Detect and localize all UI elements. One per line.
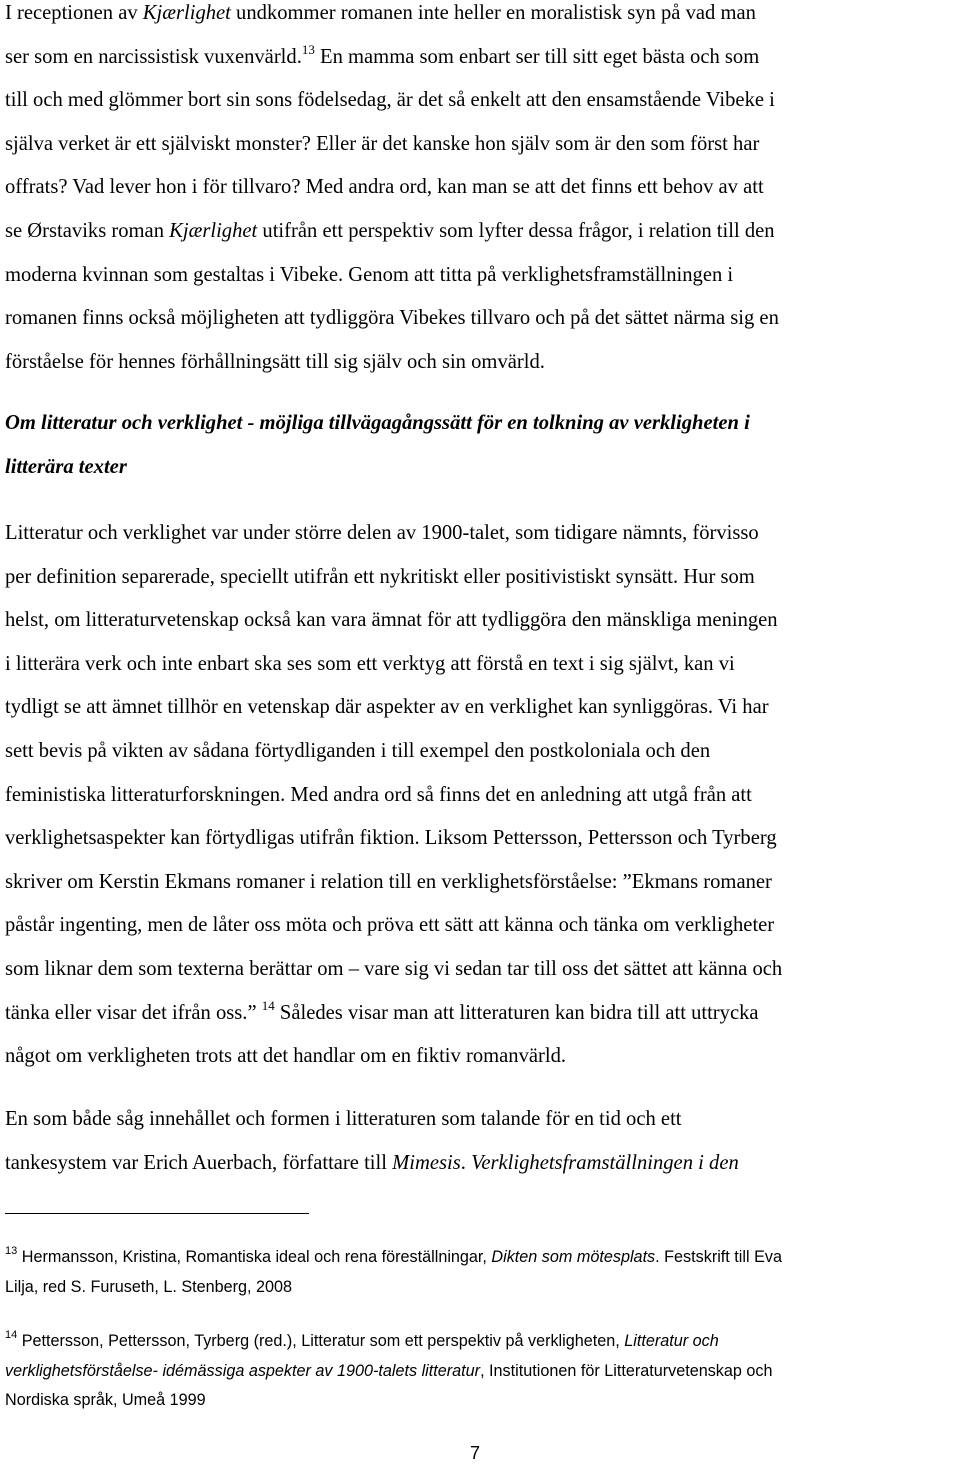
text-line: Litteratur och verklighet var under större delen av 1900-talet, som tidigare nämnts, förvisso — [5, 522, 759, 544]
text-line: En som både såg innehållet och formen i litteraturen som talande för en tid och ett — [5, 1108, 682, 1130]
footnote-line — [5, 1357, 957, 1387]
book-title: Kjærlighet — [169, 219, 258, 242]
text-run: Således visar man att litteraturen kan bidra till att uttrycka — [274, 1001, 759, 1024]
text-line: i litterära verk och inte enbart ska ses som ett verktyg att förstå en text i sig självt, kan vi — [5, 652, 735, 675]
text-run: tankesystem var Erich Auerbach, författare till — [5, 1151, 393, 1174]
body-paragraph-3 — [5, 1098, 957, 1185]
text-run: ser som en narcissistisk vuxenvärld. — [5, 45, 302, 68]
text-line: offrats? Vad lever hon i för tillvaro? Med andra ord, kan man se att det finns ett behov av att — [5, 176, 764, 199]
text-line: helst, om litteraturvetenskap också kan vara ämnat för att tydliggöra den mänskliga meningen — [5, 609, 778, 632]
italic-run: verklighetsförståelse- idémässiga aspekter av 1900-talets litteratur — [5, 1361, 481, 1380]
text-line: till och med glömmer bort sin sons födelsedag, är det så enkelt att den ensamstående Vibeke i — [5, 89, 775, 112]
heading-line: litterära texter — [5, 455, 127, 478]
footnote-line: Nordiska språk, Umeå 1999 — [5, 1391, 206, 1409]
text-run: undkommer romanen inte heller en moralistisk syn på vad man — [230, 2, 756, 24]
text-line — [5, 992, 957, 1036]
italic-run: Verklighetsframställningen i den — [471, 1151, 739, 1174]
text-line: tydligt se att ämnet tillhör en vetenskap där aspekter av en verklighet kan synliggöras. Vi har — [5, 696, 769, 719]
text-run: I receptionen av — [5, 2, 143, 24]
text-run: . Festskrift till Eva — [655, 1248, 782, 1266]
text-line: som liknar dem som texterna berättar om – vare sig vi sedan tar till oss det sättet att känna och — [5, 957, 783, 980]
footnote-number: 14 — [5, 1329, 18, 1341]
body-paragraph-1 — [5, 0, 957, 384]
text-run: tänka eller visar det ifrån oss.” — [5, 1001, 262, 1024]
text-line: skriver om Kerstin Ekmans romaner i relation till en verklighetsförståelse: ”Ekmans romaner — [5, 870, 772, 893]
text-line — [5, 1142, 957, 1186]
text-line: sett bevis på vikten av sådana förtydliganden i till exempel den postkoloniala och den — [5, 739, 711, 762]
page-number: 7 — [470, 1443, 481, 1463]
text-line — [5, 36, 957, 80]
text-line — [5, 210, 957, 254]
text-run: se Ørstaviks roman — [5, 219, 170, 242]
text-line: påstår ingenting, men de låter oss möta och pröva ett sätt att känna och tänka om verkligheter — [5, 914, 775, 937]
heading-line: Om litteratur och verklighet - möjliga tillvägagångssätt för en tolkning av verkligheten i — [5, 412, 750, 434]
text-line: romanen finns också möjligheten att tydliggöra Vibekes tillvaro och på det sättet närma sig en — [5, 307, 779, 330]
text-line: verklighetsaspekter kan förtydligas utifrån fiktion. Liksom Pettersson, Pettersson och Tyrberg — [5, 827, 777, 850]
text-run: . — [460, 1151, 472, 1174]
italic-run: Dikten som mötesplats — [491, 1248, 656, 1266]
text-run: , Institutionen för Litteraturvetenskap och — [480, 1361, 773, 1380]
text-line: förståelse för hennes förhållningsätt till sig själv och sin omvärld. — [5, 350, 545, 373]
footnote-line — [5, 1243, 957, 1273]
italic-run: Litteratur och — [624, 1332, 719, 1350]
text-run: En mamma som enbart ser till sitt eget bästa och som — [314, 45, 760, 68]
text-run: Hermansson, Kristina, Romantiska ideal och rena föreställningar, — [17, 1248, 492, 1266]
footnote-reference-13: 13 — [301, 41, 315, 57]
footnote-line: Lilja, red S. Furuseth, L. Stenberg, 2008 — [5, 1277, 293, 1296]
book-title: Mimesis — [392, 1151, 461, 1174]
footnote-number: 13 — [5, 1245, 18, 1257]
book-title: Kjærlighet — [142, 2, 231, 24]
footnote-13 — [5, 1243, 957, 1302]
text-line: själva verket är ett själviskt monster? Eller är det kanske hon själv som är den som först har — [5, 132, 760, 155]
text-line: något om verkligheten trots att det handlar om en fiktiv romanvärld. — [5, 1045, 567, 1068]
text-run: Pettersson, Pettersson, Tyrberg (red.), Litteratur som ett perspektiv på verkligheten, — [17, 1332, 625, 1350]
footnote-14 — [5, 1327, 957, 1416]
body-paragraph-2 — [5, 512, 957, 1079]
footnote-reference-14: 14 — [261, 997, 275, 1013]
text-line: moderna kvinnan som gestaltas i Vibeke. Genom att titta på verklighetsframställningen i — [5, 263, 734, 286]
text-line — [5, 0, 957, 36]
text-line: per definition separerade, speciellt utifrån ett nykritiskt eller positivistiskt synsätt. Hur som — [5, 565, 755, 588]
footnote-line — [5, 1327, 957, 1357]
text-line: feministiska litteraturforskningen. Med andra ord så finns det en anledning att utgå från att — [5, 783, 752, 806]
section-heading — [5, 402, 957, 489]
text-run: utifrån ett perspektiv som lyfter dessa frågor, i relation till den — [257, 219, 775, 242]
footnote-separator — [5, 1213, 309, 1214]
